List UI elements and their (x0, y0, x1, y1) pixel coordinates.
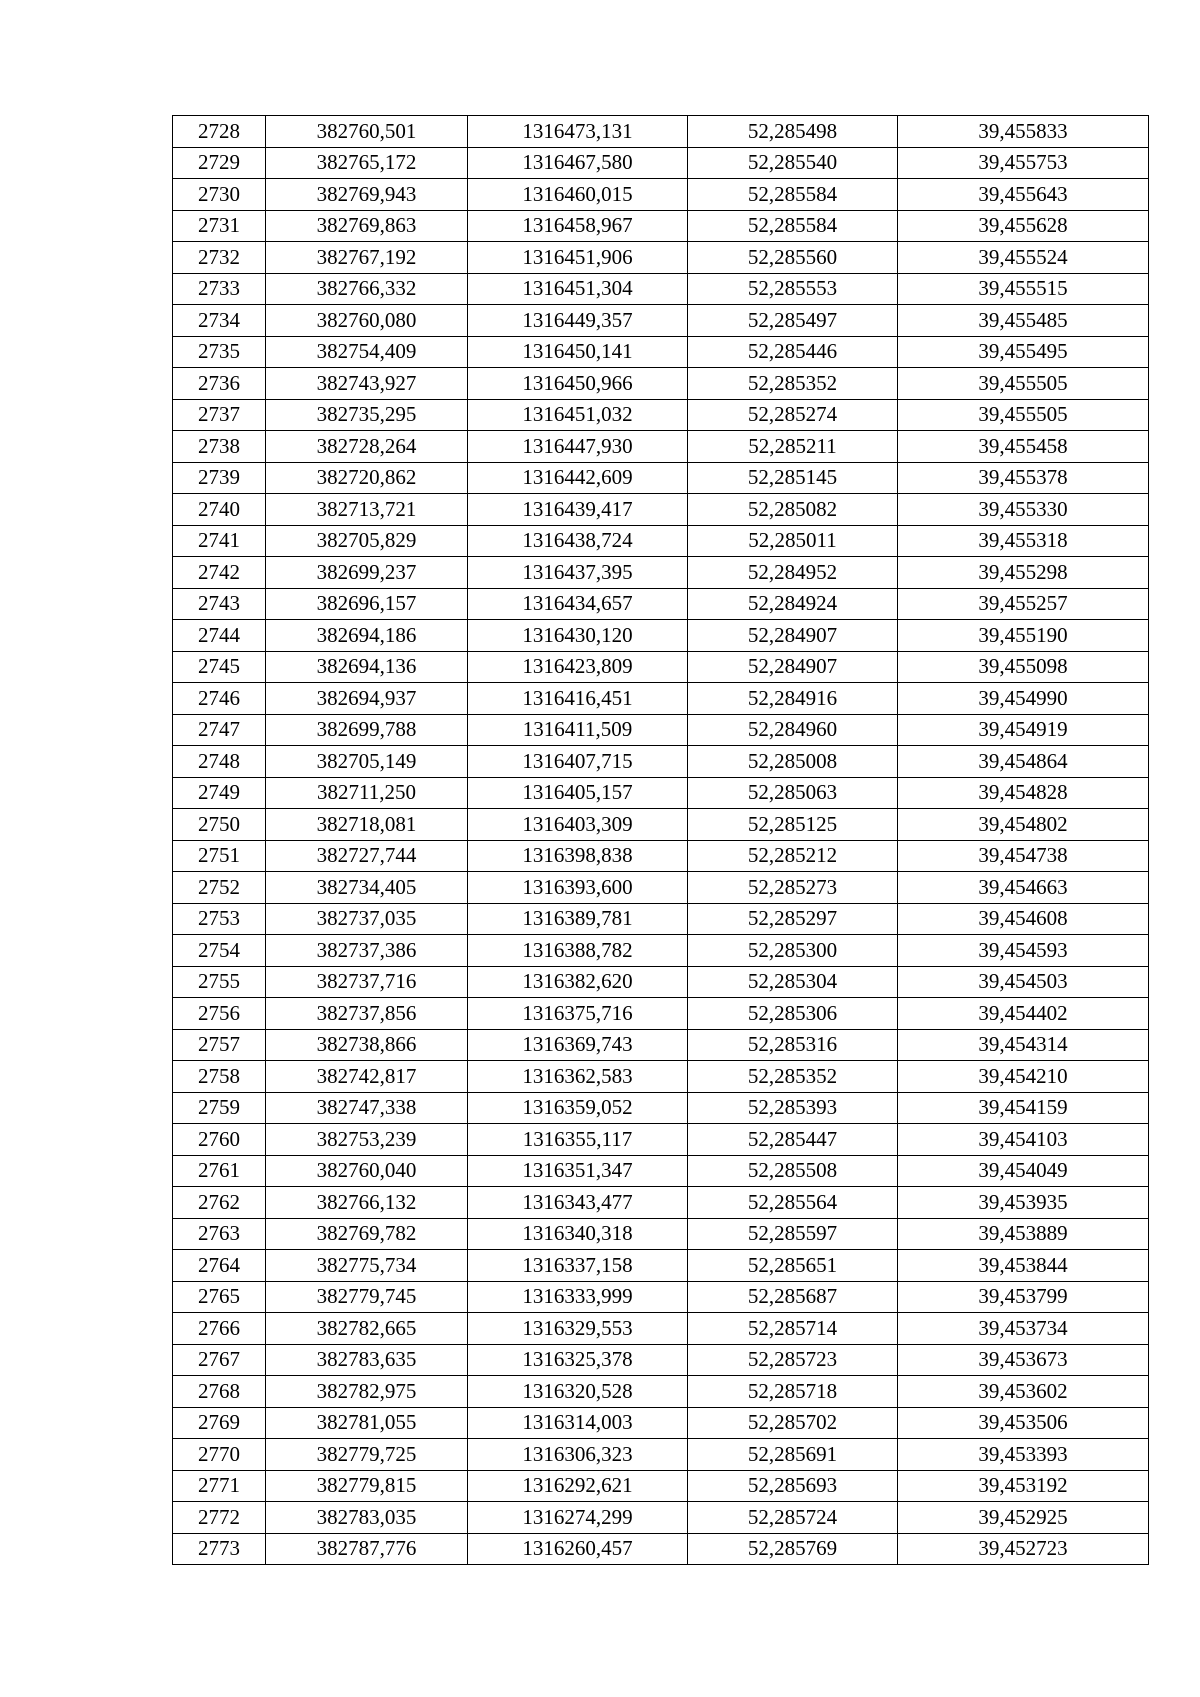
latitude-cell: 52,285497 (688, 305, 898, 337)
longitude-cell: 39,454503 (898, 966, 1149, 998)
y-coordinate-cell: 1316320,528 (468, 1376, 688, 1408)
longitude-cell: 39,454990 (898, 683, 1149, 715)
longitude-cell: 39,453192 (898, 1470, 1149, 1502)
table-row (173, 683, 1149, 715)
latitude-cell: 52,285316 (688, 1029, 898, 1061)
table-row (173, 1250, 1149, 1282)
point-number-cell: 2731 (173, 210, 266, 242)
longitude-cell: 39,454159 (898, 1092, 1149, 1124)
latitude-cell: 52,285714 (688, 1313, 898, 1345)
x-coordinate-cell: 382734,405 (266, 872, 468, 904)
longitude-cell: 39,453506 (898, 1407, 1149, 1439)
longitude-cell: 39,455458 (898, 431, 1149, 463)
y-coordinate-cell: 1316423,809 (468, 651, 688, 683)
longitude-cell: 39,455098 (898, 651, 1149, 683)
y-coordinate-cell: 1316351,347 (468, 1155, 688, 1187)
y-coordinate-cell: 1316375,716 (468, 998, 688, 1030)
y-coordinate-cell: 1316442,609 (468, 462, 688, 494)
table-row (173, 651, 1149, 683)
point-number-cell: 2729 (173, 147, 266, 179)
longitude-cell: 39,455378 (898, 462, 1149, 494)
longitude-cell: 39,454103 (898, 1124, 1149, 1156)
point-number-cell: 2746 (173, 683, 266, 715)
point-number-cell: 2737 (173, 399, 266, 431)
latitude-cell: 52,285304 (688, 966, 898, 998)
y-coordinate-cell: 1316382,620 (468, 966, 688, 998)
latitude-cell: 52,285597 (688, 1218, 898, 1250)
y-coordinate-cell: 1316405,157 (468, 777, 688, 809)
y-coordinate-cell: 1316340,318 (468, 1218, 688, 1250)
x-coordinate-cell: 382779,745 (266, 1281, 468, 1313)
x-coordinate-cell: 382769,782 (266, 1218, 468, 1250)
x-coordinate-cell: 382766,332 (266, 273, 468, 305)
longitude-cell: 39,455495 (898, 336, 1149, 368)
latitude-cell: 52,285508 (688, 1155, 898, 1187)
latitude-cell: 52,285274 (688, 399, 898, 431)
point-number-cell: 2756 (173, 998, 266, 1030)
point-number-cell: 2736 (173, 368, 266, 400)
y-coordinate-cell: 1316292,621 (468, 1470, 688, 1502)
x-coordinate-cell: 382738,866 (266, 1029, 468, 1061)
latitude-cell: 52,285352 (688, 368, 898, 400)
longitude-cell: 39,453393 (898, 1439, 1149, 1471)
y-coordinate-cell: 1316430,120 (468, 620, 688, 652)
table-row (173, 1407, 1149, 1439)
point-number-cell: 2757 (173, 1029, 266, 1061)
table-row (173, 1061, 1149, 1093)
y-coordinate-cell: 1316438,724 (468, 525, 688, 557)
y-coordinate-cell: 1316398,838 (468, 840, 688, 872)
table-row (173, 777, 1149, 809)
latitude-cell: 52,285211 (688, 431, 898, 463)
latitude-cell: 52,285540 (688, 147, 898, 179)
y-coordinate-cell: 1316362,583 (468, 1061, 688, 1093)
y-coordinate-cell: 1316355,117 (468, 1124, 688, 1156)
y-coordinate-cell: 1316306,323 (468, 1439, 688, 1471)
y-coordinate-cell: 1316451,032 (468, 399, 688, 431)
x-coordinate-cell: 382743,927 (266, 368, 468, 400)
latitude-cell: 52,285306 (688, 998, 898, 1030)
x-coordinate-cell: 382782,975 (266, 1376, 468, 1408)
longitude-cell: 39,455318 (898, 525, 1149, 557)
x-coordinate-cell: 382699,788 (266, 714, 468, 746)
table-row (173, 1376, 1149, 1408)
x-coordinate-cell: 382769,863 (266, 210, 468, 242)
latitude-cell: 52,285212 (688, 840, 898, 872)
point-number-cell: 2733 (173, 273, 266, 305)
point-number-cell: 2769 (173, 1407, 266, 1439)
latitude-cell: 52,285723 (688, 1344, 898, 1376)
table-row (173, 1533, 1149, 1565)
x-coordinate-cell: 382711,250 (266, 777, 468, 809)
latitude-cell: 52,285498 (688, 116, 898, 148)
point-number-cell: 2738 (173, 431, 266, 463)
latitude-cell: 52,285687 (688, 1281, 898, 1313)
x-coordinate-cell: 382694,186 (266, 620, 468, 652)
longitude-cell: 39,454802 (898, 809, 1149, 841)
x-coordinate-cell: 382765,172 (266, 147, 468, 179)
y-coordinate-cell: 1316451,304 (468, 273, 688, 305)
table-row (173, 242, 1149, 274)
point-number-cell: 2771 (173, 1470, 266, 1502)
x-coordinate-cell: 382735,295 (266, 399, 468, 431)
latitude-cell: 52,285008 (688, 746, 898, 778)
table-row (173, 588, 1149, 620)
longitude-cell: 39,454049 (898, 1155, 1149, 1187)
y-coordinate-cell: 1316450,966 (468, 368, 688, 400)
longitude-cell: 39,455753 (898, 147, 1149, 179)
latitude-cell: 52,285564 (688, 1187, 898, 1219)
longitude-cell: 39,455330 (898, 494, 1149, 526)
point-number-cell: 2735 (173, 336, 266, 368)
x-coordinate-cell: 382787,776 (266, 1533, 468, 1565)
y-coordinate-cell: 1316369,743 (468, 1029, 688, 1061)
point-number-cell: 2759 (173, 1092, 266, 1124)
longitude-cell: 39,453889 (898, 1218, 1149, 1250)
point-number-cell: 2773 (173, 1533, 266, 1565)
y-coordinate-cell: 1316403,309 (468, 809, 688, 841)
longitude-cell: 39,455505 (898, 399, 1149, 431)
x-coordinate-cell: 382720,862 (266, 462, 468, 494)
y-coordinate-cell: 1316388,782 (468, 935, 688, 967)
table-row (173, 494, 1149, 526)
table-row (173, 1092, 1149, 1124)
point-number-cell: 2730 (173, 179, 266, 211)
latitude-cell: 52,285297 (688, 903, 898, 935)
x-coordinate-cell: 382737,716 (266, 966, 468, 998)
y-coordinate-cell: 1316337,158 (468, 1250, 688, 1282)
x-coordinate-cell: 382747,338 (266, 1092, 468, 1124)
table-row (173, 714, 1149, 746)
table-row (173, 431, 1149, 463)
x-coordinate-cell: 382783,035 (266, 1502, 468, 1534)
y-coordinate-cell: 1316359,052 (468, 1092, 688, 1124)
latitude-cell: 52,285693 (688, 1470, 898, 1502)
x-coordinate-cell: 382769,943 (266, 179, 468, 211)
point-number-cell: 2762 (173, 1187, 266, 1219)
point-number-cell: 2765 (173, 1281, 266, 1313)
point-number-cell: 2764 (173, 1250, 266, 1282)
table-row (173, 1313, 1149, 1345)
latitude-cell: 52,285063 (688, 777, 898, 809)
latitude-cell: 52,285560 (688, 242, 898, 274)
x-coordinate-cell: 382779,725 (266, 1439, 468, 1471)
latitude-cell: 52,284952 (688, 557, 898, 589)
latitude-cell: 52,285691 (688, 1439, 898, 1471)
x-coordinate-cell: 382754,409 (266, 336, 468, 368)
table-row (173, 1502, 1149, 1534)
x-coordinate-cell: 382781,055 (266, 1407, 468, 1439)
longitude-cell: 39,455298 (898, 557, 1149, 589)
x-coordinate-cell: 382782,665 (266, 1313, 468, 1345)
x-coordinate-cell: 382767,192 (266, 242, 468, 274)
table-row (173, 399, 1149, 431)
latitude-cell: 52,285011 (688, 525, 898, 557)
y-coordinate-cell: 1316449,357 (468, 305, 688, 337)
latitude-cell: 52,285553 (688, 273, 898, 305)
point-number-cell: 2742 (173, 557, 266, 589)
longitude-cell: 39,455515 (898, 273, 1149, 305)
table-row (173, 336, 1149, 368)
point-number-cell: 2770 (173, 1439, 266, 1471)
longitude-cell: 39,453673 (898, 1344, 1149, 1376)
longitude-cell: 39,452925 (898, 1502, 1149, 1534)
table-row (173, 1439, 1149, 1471)
y-coordinate-cell: 1316451,906 (468, 242, 688, 274)
point-number-cell: 2750 (173, 809, 266, 841)
longitude-cell: 39,454608 (898, 903, 1149, 935)
latitude-cell: 52,285769 (688, 1533, 898, 1565)
longitude-cell: 39,455643 (898, 179, 1149, 211)
point-number-cell: 2760 (173, 1124, 266, 1156)
longitude-cell: 39,455628 (898, 210, 1149, 242)
table-row (173, 525, 1149, 557)
table-row (173, 1124, 1149, 1156)
table-row (173, 1155, 1149, 1187)
point-number-cell: 2728 (173, 116, 266, 148)
longitude-cell: 39,453844 (898, 1250, 1149, 1282)
table-row (173, 273, 1149, 305)
point-number-cell: 2752 (173, 872, 266, 904)
point-number-cell: 2744 (173, 620, 266, 652)
table-row (173, 1187, 1149, 1219)
longitude-cell: 39,453799 (898, 1281, 1149, 1313)
y-coordinate-cell: 1316450,141 (468, 336, 688, 368)
table-row (173, 147, 1149, 179)
point-number-cell: 2739 (173, 462, 266, 494)
y-coordinate-cell: 1316416,451 (468, 683, 688, 715)
table-row (173, 998, 1149, 1030)
y-coordinate-cell: 1316389,781 (468, 903, 688, 935)
longitude-cell: 39,453602 (898, 1376, 1149, 1408)
longitude-cell: 39,454864 (898, 746, 1149, 778)
x-coordinate-cell: 382737,856 (266, 998, 468, 1030)
point-number-cell: 2766 (173, 1313, 266, 1345)
point-number-cell: 2755 (173, 966, 266, 998)
longitude-cell: 39,454402 (898, 998, 1149, 1030)
y-coordinate-cell: 1316407,715 (468, 746, 688, 778)
latitude-cell: 52,285145 (688, 462, 898, 494)
table-row (173, 179, 1149, 211)
point-number-cell: 2767 (173, 1344, 266, 1376)
x-coordinate-cell: 382779,815 (266, 1470, 468, 1502)
table-row (173, 1470, 1149, 1502)
table-row (173, 809, 1149, 841)
x-coordinate-cell: 382766,132 (266, 1187, 468, 1219)
table-row (173, 903, 1149, 935)
latitude-cell: 52,285300 (688, 935, 898, 967)
table-row (173, 305, 1149, 337)
latitude-cell: 52,284960 (688, 714, 898, 746)
x-coordinate-cell: 382760,040 (266, 1155, 468, 1187)
y-coordinate-cell: 1316439,417 (468, 494, 688, 526)
point-number-cell: 2734 (173, 305, 266, 337)
longitude-cell: 39,455524 (898, 242, 1149, 274)
latitude-cell: 52,285273 (688, 872, 898, 904)
y-coordinate-cell: 1316473,131 (468, 116, 688, 148)
longitude-cell: 39,454738 (898, 840, 1149, 872)
y-coordinate-cell: 1316447,930 (468, 431, 688, 463)
point-number-cell: 2743 (173, 588, 266, 620)
longitude-cell: 39,455505 (898, 368, 1149, 400)
y-coordinate-cell: 1316325,378 (468, 1344, 688, 1376)
point-number-cell: 2768 (173, 1376, 266, 1408)
y-coordinate-cell: 1316460,015 (468, 179, 688, 211)
x-coordinate-cell: 382760,501 (266, 116, 468, 148)
point-number-cell: 2751 (173, 840, 266, 872)
y-coordinate-cell: 1316434,657 (468, 588, 688, 620)
x-coordinate-cell: 382737,386 (266, 935, 468, 967)
table-row (173, 1281, 1149, 1313)
coordinates-table-body (173, 116, 1149, 1565)
y-coordinate-cell: 1316329,553 (468, 1313, 688, 1345)
longitude-cell: 39,455485 (898, 305, 1149, 337)
longitude-cell: 39,452723 (898, 1533, 1149, 1565)
longitude-cell: 39,455833 (898, 116, 1149, 148)
y-coordinate-cell: 1316393,600 (468, 872, 688, 904)
point-number-cell: 2758 (173, 1061, 266, 1093)
y-coordinate-cell: 1316274,299 (468, 1502, 688, 1534)
longitude-cell: 39,454593 (898, 935, 1149, 967)
table-row (173, 966, 1149, 998)
longitude-cell: 39,453935 (898, 1187, 1149, 1219)
point-number-cell: 2747 (173, 714, 266, 746)
latitude-cell: 52,285393 (688, 1092, 898, 1124)
latitude-cell: 52,284907 (688, 620, 898, 652)
x-coordinate-cell: 382699,237 (266, 557, 468, 589)
table-row (173, 368, 1149, 400)
point-number-cell: 2740 (173, 494, 266, 526)
x-coordinate-cell: 382694,937 (266, 683, 468, 715)
table-row (173, 1029, 1149, 1061)
longitude-cell: 39,453734 (898, 1313, 1149, 1345)
point-number-cell: 2753 (173, 903, 266, 935)
point-number-cell: 2772 (173, 1502, 266, 1534)
point-number-cell: 2763 (173, 1218, 266, 1250)
point-number-cell: 2745 (173, 651, 266, 683)
latitude-cell: 52,285702 (688, 1407, 898, 1439)
table-row (173, 210, 1149, 242)
latitude-cell: 52,284907 (688, 651, 898, 683)
x-coordinate-cell: 382727,744 (266, 840, 468, 872)
latitude-cell: 52,284924 (688, 588, 898, 620)
latitude-cell: 52,285584 (688, 210, 898, 242)
latitude-cell: 52,285446 (688, 336, 898, 368)
coordinates-table (172, 115, 1149, 1565)
longitude-cell: 39,454919 (898, 714, 1149, 746)
y-coordinate-cell: 1316260,457 (468, 1533, 688, 1565)
latitude-cell: 52,285082 (688, 494, 898, 526)
point-number-cell: 2761 (173, 1155, 266, 1187)
x-coordinate-cell: 382705,829 (266, 525, 468, 557)
longitude-cell: 39,454210 (898, 1061, 1149, 1093)
latitude-cell: 52,285125 (688, 809, 898, 841)
x-coordinate-cell: 382753,239 (266, 1124, 468, 1156)
y-coordinate-cell: 1316437,395 (468, 557, 688, 589)
y-coordinate-cell: 1316314,003 (468, 1407, 688, 1439)
longitude-cell: 39,454663 (898, 872, 1149, 904)
x-coordinate-cell: 382713,721 (266, 494, 468, 526)
table-row (173, 116, 1149, 148)
y-coordinate-cell: 1316333,999 (468, 1281, 688, 1313)
table-row (173, 872, 1149, 904)
x-coordinate-cell: 382742,817 (266, 1061, 468, 1093)
y-coordinate-cell: 1316458,967 (468, 210, 688, 242)
table-row (173, 746, 1149, 778)
table-row (173, 620, 1149, 652)
y-coordinate-cell: 1316411,509 (468, 714, 688, 746)
point-number-cell: 2749 (173, 777, 266, 809)
latitude-cell: 52,285651 (688, 1250, 898, 1282)
table-row (173, 1344, 1149, 1376)
latitude-cell: 52,284916 (688, 683, 898, 715)
x-coordinate-cell: 382694,136 (266, 651, 468, 683)
x-coordinate-cell: 382775,734 (266, 1250, 468, 1282)
y-coordinate-cell: 1316343,477 (468, 1187, 688, 1219)
point-number-cell: 2732 (173, 242, 266, 274)
latitude-cell: 52,285718 (688, 1376, 898, 1408)
latitude-cell: 52,285447 (688, 1124, 898, 1156)
x-coordinate-cell: 382718,081 (266, 809, 468, 841)
latitude-cell: 52,285352 (688, 1061, 898, 1093)
table-row (173, 557, 1149, 589)
y-coordinate-cell: 1316467,580 (468, 147, 688, 179)
longitude-cell: 39,454314 (898, 1029, 1149, 1061)
table-row (173, 1218, 1149, 1250)
x-coordinate-cell: 382760,080 (266, 305, 468, 337)
point-number-cell: 2754 (173, 935, 266, 967)
latitude-cell: 52,285724 (688, 1502, 898, 1534)
x-coordinate-cell: 382728,264 (266, 431, 468, 463)
x-coordinate-cell: 382737,035 (266, 903, 468, 935)
x-coordinate-cell: 382696,157 (266, 588, 468, 620)
point-number-cell: 2741 (173, 525, 266, 557)
point-number-cell: 2748 (173, 746, 266, 778)
table-row (173, 462, 1149, 494)
table-row (173, 840, 1149, 872)
longitude-cell: 39,454828 (898, 777, 1149, 809)
x-coordinate-cell: 382783,635 (266, 1344, 468, 1376)
longitude-cell: 39,455190 (898, 620, 1149, 652)
longitude-cell: 39,455257 (898, 588, 1149, 620)
x-coordinate-cell: 382705,149 (266, 746, 468, 778)
table-row (173, 935, 1149, 967)
latitude-cell: 52,285584 (688, 179, 898, 211)
